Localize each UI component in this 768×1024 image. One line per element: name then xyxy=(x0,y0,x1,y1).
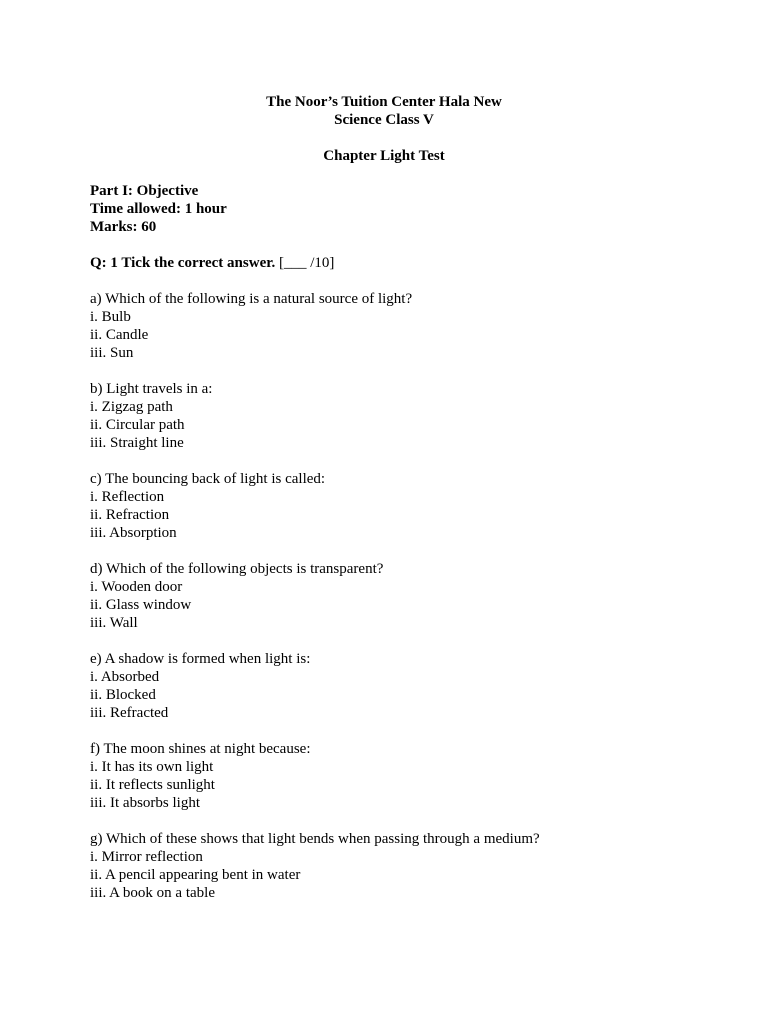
option-item: ii. Candle xyxy=(90,327,149,343)
question-c xyxy=(90,470,690,542)
option-item: iii. Straight line xyxy=(90,435,184,451)
option-item: i. Absorbed xyxy=(90,669,160,685)
question-d xyxy=(90,560,690,632)
option-item: iii. It absorbs light xyxy=(90,795,200,811)
option-item: iii. Wall xyxy=(90,615,138,631)
test-body xyxy=(90,182,690,902)
question-text: g) Which of these shows that light bends when passing through a medium? xyxy=(90,831,540,847)
question-f xyxy=(90,740,690,812)
q1-score: [___ /10] xyxy=(275,255,335,271)
option-item: ii. A pencil appearing bent in water xyxy=(90,867,301,883)
question-e xyxy=(90,650,690,722)
option-item: ii. Circular path xyxy=(90,417,185,433)
question-text: c) The bouncing back of light is called: xyxy=(90,471,326,487)
class-name-heading: Science Class V xyxy=(334,112,434,128)
option-item: iii. Absorption xyxy=(90,525,177,541)
question-text: b) Light travels in a: xyxy=(90,381,213,397)
question-text: a) Which of the following is a natural source of light? xyxy=(90,291,413,307)
question-g xyxy=(90,830,690,902)
marks-label: Marks: 60 xyxy=(90,219,157,235)
question-a xyxy=(90,290,690,362)
part-label: Part I: Objective xyxy=(90,183,199,199)
test-title-heading: Chapter Light Test xyxy=(323,148,445,164)
center-name-heading: The Noor’s Tuition Center Hala New xyxy=(266,94,502,110)
option-item: ii. Blocked xyxy=(90,687,156,703)
q1-label: Q: 1 Tick the correct answer. xyxy=(90,255,276,271)
option-item: ii. Refraction xyxy=(90,507,170,523)
question-b xyxy=(90,380,690,452)
q1-heading xyxy=(90,254,690,272)
option-item: i. Mirror reflection xyxy=(90,849,203,865)
option-item: ii. Glass window xyxy=(90,597,192,613)
option-item: iii. A book on a table xyxy=(90,885,215,901)
option-item: iii. Refracted xyxy=(90,705,169,721)
option-item: iii. Sun xyxy=(90,345,134,361)
option-item: i. Wooden door xyxy=(90,579,183,595)
option-item: i. Zigzag path xyxy=(90,399,173,415)
option-item: ii. It reflects sunlight xyxy=(90,777,215,793)
question-text: d) Which of the following objects is transparent? xyxy=(90,561,384,577)
time-allowed: Time allowed: 1 hour xyxy=(90,201,227,217)
option-item: i. Bulb xyxy=(90,309,131,325)
question-text: e) A shadow is formed when light is: xyxy=(90,651,311,667)
option-item: i. It has its own light xyxy=(90,759,214,775)
option-item: i. Reflection xyxy=(90,489,165,505)
question-text: f) The moon shines at night because: xyxy=(90,741,311,757)
